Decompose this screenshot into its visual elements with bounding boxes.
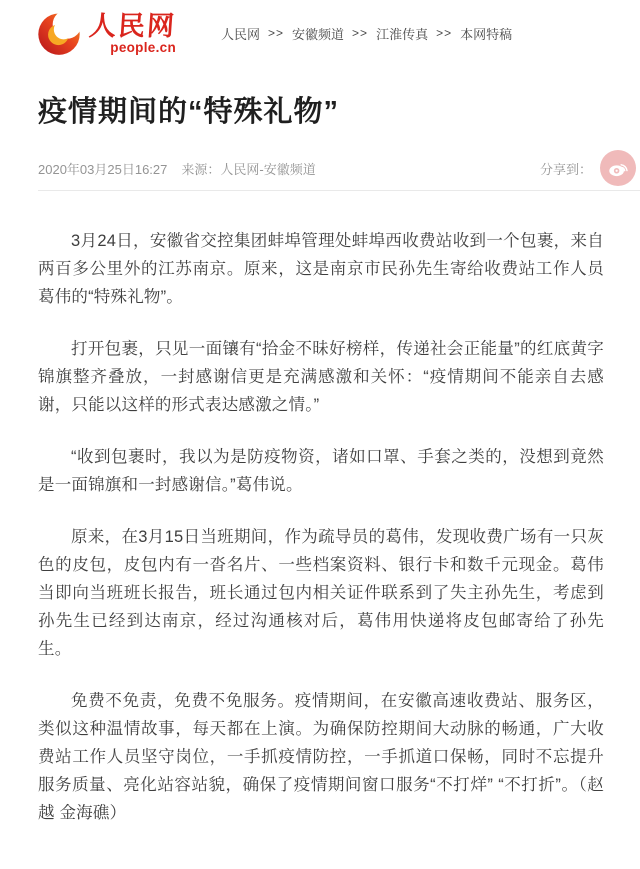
share-box <box>540 150 638 186</box>
logo-cn-text: 人民网 <box>87 10 178 41</box>
breadcrumb-item[interactable]: 本网特稿 <box>460 26 513 42</box>
source <box>181 159 315 178</box>
share-label: 分享到： <box>539 161 592 177</box>
logo-en-text: people.cn <box>110 39 176 55</box>
article-body <box>0 227 640 869</box>
breadcrumb <box>221 24 512 43</box>
article-paragraph: “收到包裹时，我以为是防疫物资，诸如口罩、手套之类的，没想到竟然是一面锦旗和一封感谢信。”葛伟说。 <box>38 448 604 495</box>
logo-swirl-icon <box>35 10 83 56</box>
article-paragraph: 原来，在3月15日当班期间，作为疏导员的葛伟，发现收费广场有一只灰色的皮包，皮包内有一沓名片、一些档案资料、银行卡和数千元现金。葛伟当即向当班班长报告，班长通过包内相关证件联系到了失主孙先生，考虑到孙先生已经到达南京，经过沟通核对后，葛伟用快递将皮包邮寄给了孙先生。 <box>38 528 604 659</box>
article-paragraph: 免费不免责，免费不免服务。疫情期间，在安徽高速收费站、服务区，类似这种温情故事，每天都在上演。为确保防控期间大动脉的畅通，广大收费站工作人员坚守岗位，一手抓疫情防控，一手抓道口保畅，同时不忘提升服务质量、亮化站容站貌，确保了疫情期间窗口服务“不打烊” “不打折”。（赵越 金海礁） <box>38 692 604 823</box>
article-paragraph: 3月24日，安徽省交控集团蚌埠管理处蚌埠西收费站收到一个包裹，来自两百多公里外的江苏南京。原来，这是南京市民孙先生寄给收费站工作人员葛伟的“特殊礼物”。 <box>38 232 604 307</box>
source-label: 来源： <box>181 161 221 177</box>
logo-text <box>89 12 176 55</box>
breadcrumb-separator: >> <box>436 26 453 40</box>
article-title: 疫情期间的“特殊礼物” <box>38 96 340 128</box>
article-paragraph: 打开包裹，只见一面镶有“拾金不昧好榜样，传递社会正能量”的红底黄字锦旗整齐叠放，一封感谢信更是充满感激和关怀：“疫情期间不能亲自去感谢，只能以这样的形式表达感激之情。” <box>38 340 604 415</box>
people-cn-logo[interactable] <box>35 10 176 56</box>
breadcrumb-item[interactable]: 安徽频道 <box>292 26 345 42</box>
article-meta <box>38 148 638 188</box>
weibo-share-button[interactable] <box>600 150 636 186</box>
source-link[interactable]: 人民网-安徽频道 <box>220 161 316 177</box>
weibo-icon <box>607 157 629 179</box>
breadcrumb-separator: >> <box>352 26 369 40</box>
publish-date: 2020年03月25日16:27 <box>38 161 168 177</box>
breadcrumb-separator: >> <box>268 26 285 40</box>
breadcrumb-item[interactable]: 江淮传真 <box>376 26 429 42</box>
site-header <box>0 0 640 62</box>
header-divider <box>38 190 640 191</box>
breadcrumb-item[interactable]: 人民网 <box>221 26 261 42</box>
